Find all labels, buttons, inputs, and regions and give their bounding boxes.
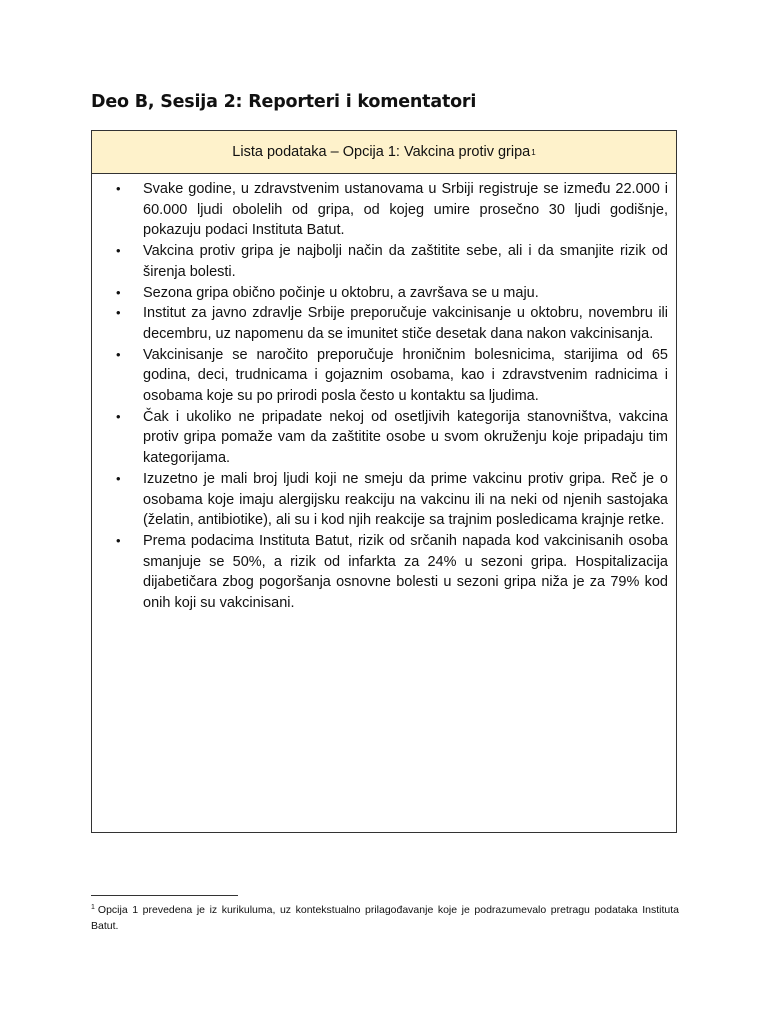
footnote-divider (91, 895, 238, 896)
footnote-marker: 1 (91, 904, 95, 911)
fact-list-title: Lista podataka – Opcija 1: Vakcina protiv gripa (232, 144, 531, 160)
fact-list (92, 174, 676, 614)
list-item (114, 407, 668, 469)
fact-list-box (91, 130, 677, 833)
footnote (91, 900, 679, 934)
list-item (114, 241, 668, 282)
list-item (114, 531, 668, 614)
list-item-text: Institut za javno zdravlje Srbije preporučuje vakcinisanje u oktobru, novembru ili decembru, uz napomenu da se imunitet stiče desetak dana nakon vakcinisanja. (143, 305, 668, 342)
list-item-text: Čak i ukoliko ne pripadate nekoj od osetljivih kategorija stanovništva, vakcina protiv gripa pomaže vam da zaštitite osobe u svom okruženju koje pripadaju tim kategorijama. (143, 408, 668, 467)
list-item-text: Vakcinisanje se naročito preporučuje hroničnim bolesnicima, starijima od 65 godina, deci, trudnicama i gojaznim osobama, kao i zdravstvenim radnicima i osobama koje su po prirodi posla često u kontaktu sa ljudima. (143, 346, 668, 405)
bullet-icon: • (116, 305, 121, 321)
list-item-text: Vakcina protiv gripa je najbolji način da zaštitite sebe, ali i da smanjite rizik od širenja bolesti. (143, 243, 668, 280)
list-item-text: Sezona gripa obično počinje u oktobru, a završava se u maju. (143, 284, 539, 301)
bullet-icon: • (116, 408, 121, 424)
list-item (114, 345, 668, 407)
bullet-icon: • (116, 470, 121, 486)
list-item (114, 179, 668, 241)
footnote-text: Opcija 1 prevedena je iz kurikuluma, uz kontekstualno prilagođavanje koje je podrazumevalo pretragu podataka Instituta Batut. (91, 904, 679, 932)
bullet-icon: • (116, 243, 121, 259)
list-item-text: Svake godine, u zdravstvenim ustanovama u Srbiji registruje se između 22.000 i 60.000 ljudi obolelih od gripa, od kojeg umire prosečno 30 ljudi godišnje, pokazuju podaci Instituta Batut. (143, 181, 668, 239)
list-item (114, 469, 668, 531)
bullet-icon: • (116, 346, 121, 362)
page-heading: Deo B, Sesija 2: Reporteri i komentatori (91, 92, 477, 112)
bullet-icon: • (116, 532, 121, 548)
list-item (114, 303, 668, 344)
footnote-reference[interactable]: 1 (531, 147, 536, 157)
list-item-text: Prema podacima Instituta Batut, rizik od srčanih napada kod vakcinisanih osoba smanjuje se 50%, a rizik od infarkta za 24% u sezoni gripa. Hospitalizacija dijabetičara zbog pogoršanja osnovne bolesti u sezoni gripa niža je za 79% kod onih koji su vakcinisani. (143, 532, 668, 612)
bullet-icon: • (116, 181, 121, 196)
fact-list-header (92, 131, 676, 174)
list-item (114, 283, 668, 304)
list-item-text: Izuzetno je mali broj ljudi koji ne smeju da prime vakcinu protiv gripa. Reč je o osobama koje imaju alergijsku reakciju na vakcinu ili na neki od njenih sastojaka (želatin, antibiotike), ali su i kod njih reakcije sa trajnim posledicama krajnje retke. (143, 470, 668, 529)
bullet-icon: • (116, 284, 121, 300)
